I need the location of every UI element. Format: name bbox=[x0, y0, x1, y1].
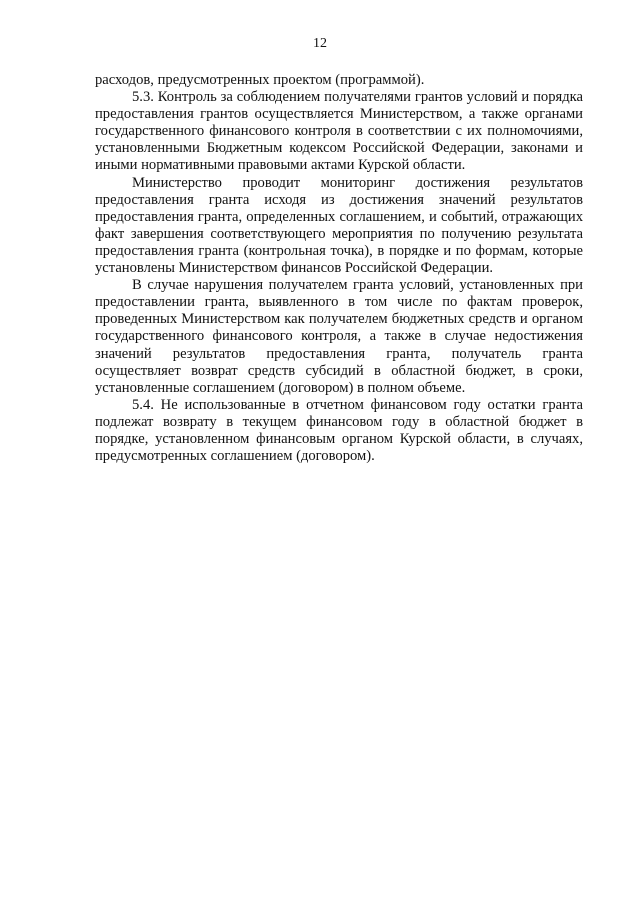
document-body bbox=[95, 72, 583, 465]
paragraph-5-3: 5.3. Контроль за соблюдением получателями грантов условий и порядка предоставления грантов осуществляется Министерством, а также органами государственного финансового контроля в соответствии с их полномочиями, установленными Бюджетным кодексом Российской Федерации, законами и иными нормативными правовыми актами Курской области. bbox=[95, 89, 583, 174]
paragraph-5-4: 5.4. Не использованные в отчетном финансовом году остатки гранта подлежат возврату в текущем финансовом году в областной бюджет в порядке, установленном финансовым органом Курской области, в случаях, предусмотренных соглашением (договором). bbox=[95, 396, 583, 465]
paragraph-violation: В случае нарушения получателем гранта условий, установленных при предоставлении гранта, выявленного в том числе по фактам проверок, проведенных Министерством как получателем бюджетных средств и органом государственного финансового контроля, а также в случае недостижения значений результатов предоставления гранта, получатель гранта осуществляет возврат средств субсидий в областной бюджет, в сроки, установленные соглашением (договором) в полном объеме. bbox=[95, 277, 583, 396]
paragraph-continuation: расходов, предусмотренных проектом (программой). bbox=[95, 72, 425, 88]
paragraph-monitoring: Министерство проводит мониторинг достижения результатов предоставления гранта исходя из достижения значений результатов предоставления гранта, определенных соглашением, и событий, отражающих факт завершения соответствующего мероприятия по получению результата предоставления гранта (контрольная точка), в порядке и по формам, которые установлены Министерством финансов Российской Федерации. bbox=[95, 174, 583, 277]
page-number: 12 bbox=[313, 36, 327, 51]
